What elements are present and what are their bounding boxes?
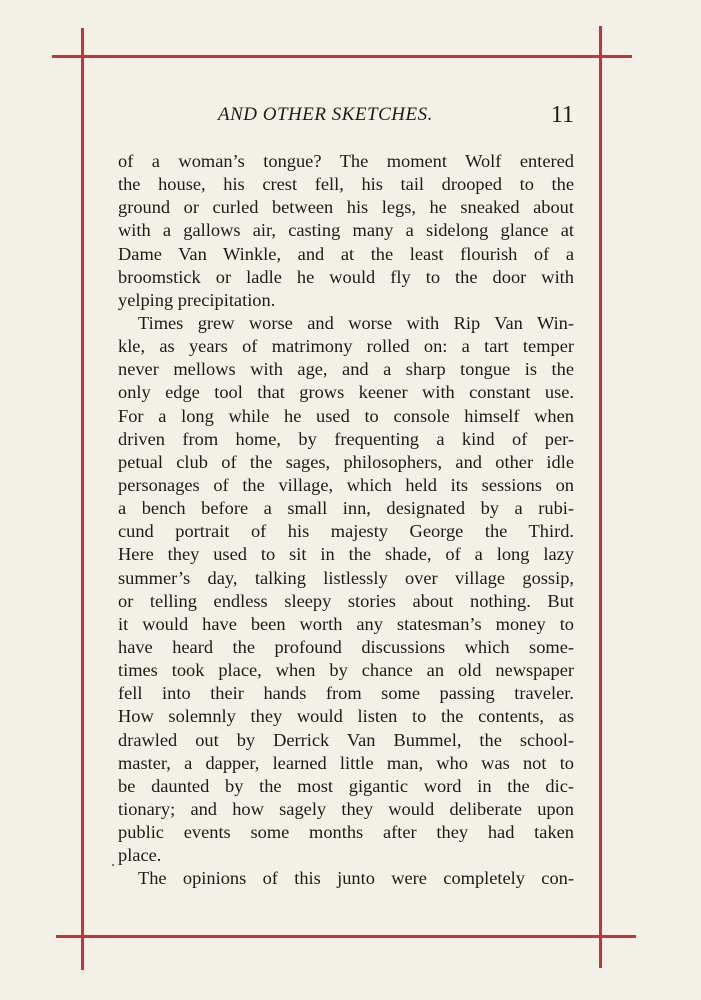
text-line: Dame Van Winkle, and at the least flourish of a <box>118 243 574 264</box>
text-line: times took place, when by chance an old newspaper <box>118 660 574 681</box>
text-line: the house, his crest fell, his tail drooped to the <box>118 174 574 195</box>
text-line: driven from home, by frequenting a kind of per- <box>118 428 574 449</box>
text-line: only edge tool that grows keener with constant use. <box>118 382 574 403</box>
page-header <box>118 104 578 130</box>
text-line: broomstick or ladle he would fly to the door with <box>118 266 574 287</box>
text-line: with a gallows air, casting many a sidelong glance at <box>118 220 574 241</box>
text-line: it would have been worth any statesman’s money to <box>118 613 574 634</box>
text-line: Here they used to sit in the shade, of a long lazy <box>118 544 574 565</box>
text-line: Times grew worse and worse with Rip Van Win- <box>138 312 574 333</box>
top-border-rule <box>52 55 632 58</box>
text-line: be daunted by the most gigantic word in the dic- <box>118 775 574 796</box>
text-line: yelping precipitation. <box>118 289 276 310</box>
text-line: kle, as years of matrimony rolled on: a tart temper <box>118 336 574 357</box>
text-line: never mellows with age, and a sharp tongue is the <box>118 359 574 380</box>
text-line: drawled out by Derrick Van Bummel, the school- <box>118 729 574 750</box>
text-line: have heard the profound discussions which some- <box>118 636 574 657</box>
text-line: summer’s day, talking listlessly over village gossip, <box>118 567 574 588</box>
text-line: personages of the village, which held its sessions on <box>118 474 574 495</box>
text-line: fell into their hands from some passing traveler. <box>118 683 574 704</box>
text-line: a bench before a small inn, designated by a rubi- <box>118 498 574 519</box>
left-border-rule <box>81 28 84 970</box>
text-line: of a woman’s tongue? The moment Wolf entered <box>118 151 574 171</box>
page-number: 11 <box>550 102 574 128</box>
running-head: AND OTHER SKETCHES. <box>218 104 433 125</box>
ink-speck <box>112 864 114 866</box>
text-line: petual club of the sages, philosophers, and other idle <box>118 451 574 472</box>
body-text <box>118 150 574 891</box>
text-line: How solemnly they would listen to the contents, as <box>118 706 574 727</box>
text-line: or telling endless sleepy stories about nothing. But <box>118 590 574 611</box>
text-line: ground or curled between his legs, he sneaked about <box>118 197 574 218</box>
text-line: public events some months after they had taken <box>118 822 574 843</box>
text-line: master, a dapper, learned little man, who was not to <box>118 752 574 773</box>
text-line: place. <box>118 845 162 866</box>
bottom-border-rule <box>56 935 636 938</box>
text-line: cund portrait of his majesty George the Third. <box>118 521 574 542</box>
right-border-rule <box>599 26 602 968</box>
text-line: For a long while he used to console himself when <box>118 405 574 426</box>
text-line: The opinions of this junto were completely con- <box>138 868 574 889</box>
text-line: tionary; and how sagely they would deliberate upon <box>118 798 574 819</box>
